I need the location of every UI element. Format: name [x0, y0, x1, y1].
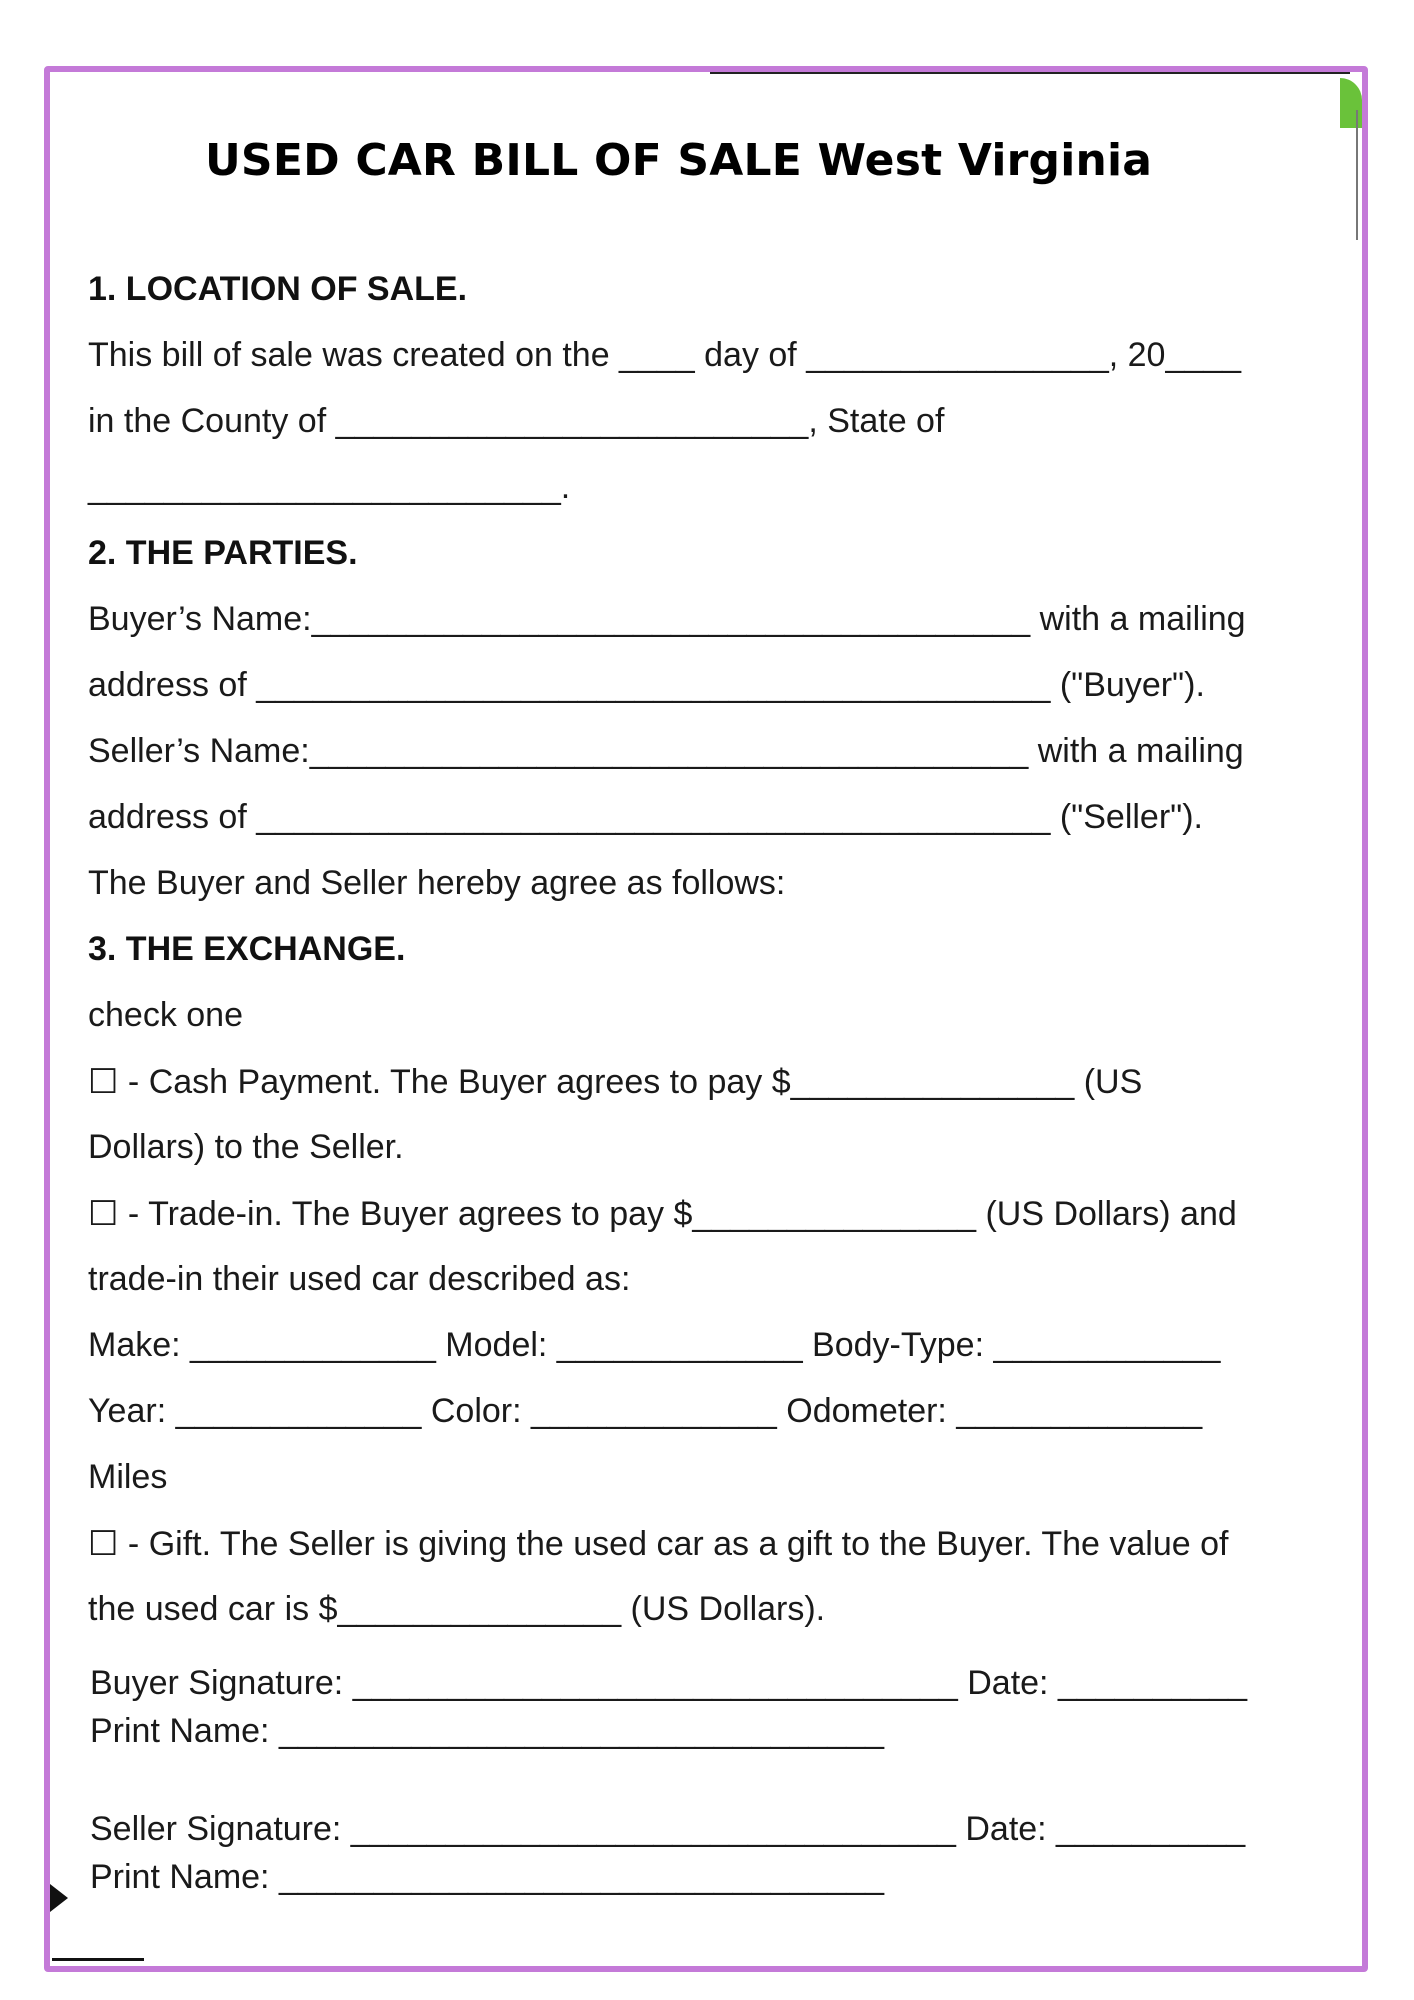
section-3-heading: 3. THE EXCHANGE.: [88, 930, 406, 968]
document-title: USED CAR BILL OF SALE West Virginia: [205, 135, 1153, 186]
cash-payment-continued: Dollars) to the Seller.: [88, 1128, 404, 1166]
state-blank-line: _________________________.: [88, 468, 571, 506]
trade-in-continued: trade-in their used car described as:: [88, 1260, 631, 1298]
agreement-line: The Buyer and Seller hereby agree as follows:: [88, 864, 786, 902]
triangle-marker-icon: [50, 1884, 68, 1912]
cash-payment-option: ☐ - Cash Payment. The Buyer agrees to pay $_______________ (US: [88, 1063, 1143, 1101]
check-one-label: check one: [88, 996, 243, 1034]
gift-value-line: the used car is $_______________ (US Dollars).: [88, 1590, 826, 1628]
make-model-line: Make: _____________ Model: _____________ Body-Type: ____________: [88, 1326, 1221, 1364]
buyer-signature-line: Buyer Signature: ________________________________ Date: __________: [90, 1664, 1248, 1702]
miles-label: Miles: [88, 1458, 168, 1496]
section-1-heading: 1. LOCATION OF SALE.: [88, 270, 468, 308]
seller-print-name-line: Print Name: ________________________________: [90, 1858, 885, 1896]
seller-address-line: address of __________________________________________ ("Seller").: [88, 798, 1203, 836]
bottom-rule-decoration: [52, 1958, 144, 1961]
buyer-address-line: address of __________________________________________ ("Buyer").: [88, 666, 1205, 704]
right-rule-decoration: [1356, 110, 1358, 240]
trade-in-option: ☐ - Trade-in. The Buyer agrees to pay $_______________ (US Dollars) and: [88, 1195, 1237, 1233]
county-state-line: in the County of _________________________, State of: [88, 402, 945, 440]
section-2-heading: 2. THE PARTIES.: [88, 534, 358, 572]
top-rule-decoration: [710, 72, 1350, 74]
seller-signature-line: Seller Signature: ________________________________ Date: __________: [90, 1810, 1246, 1848]
gift-option: ☐ - Gift. The Seller is giving the used car as a gift to the Buyer. The value of: [88, 1525, 1229, 1563]
buyer-name-line: Buyer’s Name:______________________________________ with a mailing: [88, 600, 1246, 638]
seller-name-line: Seller’s Name:______________________________________ with a mailing: [88, 732, 1244, 770]
year-color-odometer-line: Year: _____________ Color: _____________ Odometer: _____________: [88, 1392, 1203, 1430]
sale-date-line: This bill of sale was created on the ____ day of ________________, 20____: [88, 336, 1242, 374]
buyer-print-name-line: Print Name: ________________________________: [90, 1712, 885, 1750]
